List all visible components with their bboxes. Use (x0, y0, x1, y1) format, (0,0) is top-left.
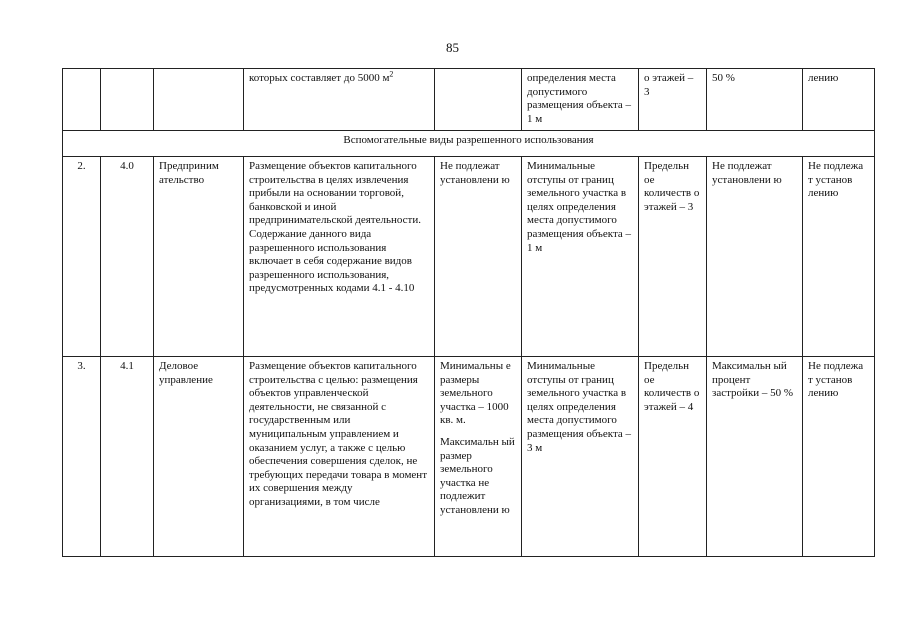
cell-floors: Предельн ое количеств о этажей – 4 (639, 357, 707, 557)
cell-coverage: Не подлежат установлени ю (707, 157, 803, 357)
cell-plot-size: Не подлежат установлени ю (435, 157, 522, 357)
cell-code: 4.0 (101, 157, 154, 357)
cell-code (101, 69, 154, 131)
cell-floors: о этажей – 3 (639, 69, 707, 131)
section-title: Вспомогательные виды разрешенного использования (63, 131, 875, 157)
cell-num: 3. (63, 357, 101, 557)
superscript: 2 (389, 69, 394, 79)
cell-coverage: Максимальн ый процент застройки – 50 % (707, 357, 803, 557)
table-row-continued (63, 69, 875, 131)
cell-description: Размещение объектов капитального строительства в целях извлечения прибыли на основании торговой, банковской и иной предпринимательской деятельности. Содержание данного вида разрешенного использования включает в себя содержание видов разрешенного использования, предусмотренных кодами 4.1 - 4.10 (244, 157, 435, 357)
plot-size-max: Максимальн ый размер земельного участка не подлежит установлени ю (440, 435, 515, 516)
cell-code: 4.1 (101, 357, 154, 557)
plot-size-min: Минимальны е размеры земельного участка – 1000 кв. м. (440, 360, 511, 427)
cell-plot-size (435, 357, 522, 557)
zoning-table (62, 68, 875, 557)
cell-other: лению (803, 69, 875, 131)
cell-name: Предприним ательство (154, 157, 244, 357)
cell-description: Размещение объектов капитального строительства с целью: размещения объектов управленческой деятельности, не связанной с государственным или муниципальным управлением и оказанием услуг, а также с целью обеспечения совершения сделок, не требующих передачи товара в момент их совершения между организациями, в том числе (244, 357, 435, 557)
cell-min-setbacks: определения места допустимого размещения объекта –1 м (522, 69, 639, 131)
cell-min-setbacks: Минимальные отступы от границ земельного участка в целях определения места допустимого размещения объекта – 1 м (522, 157, 639, 357)
cell-plot-size (435, 69, 522, 131)
cell-num: 2. (63, 157, 101, 357)
table-row (63, 357, 875, 557)
section-header-row (63, 131, 875, 157)
cell-description: которых составляет до 5000 $м^2$ (244, 69, 435, 131)
page-number: 85 (446, 40, 459, 55)
cell-other: Не подлежа т установ лению (803, 157, 875, 357)
cell-name: Деловое управление (154, 357, 244, 557)
cell-coverage: 50 % (707, 69, 803, 131)
table-row (63, 157, 875, 357)
cell-floors: Предельн ое количеств о этажей – 3 (639, 157, 707, 357)
cell-num (63, 69, 101, 131)
cell-other: Не подлежа т установ лению (803, 357, 875, 557)
cell-min-setbacks: Минимальные отступы от границ земельного участка в целях определения места допустимого размещения объекта – 3 м (522, 357, 639, 557)
cell-name (154, 69, 244, 131)
